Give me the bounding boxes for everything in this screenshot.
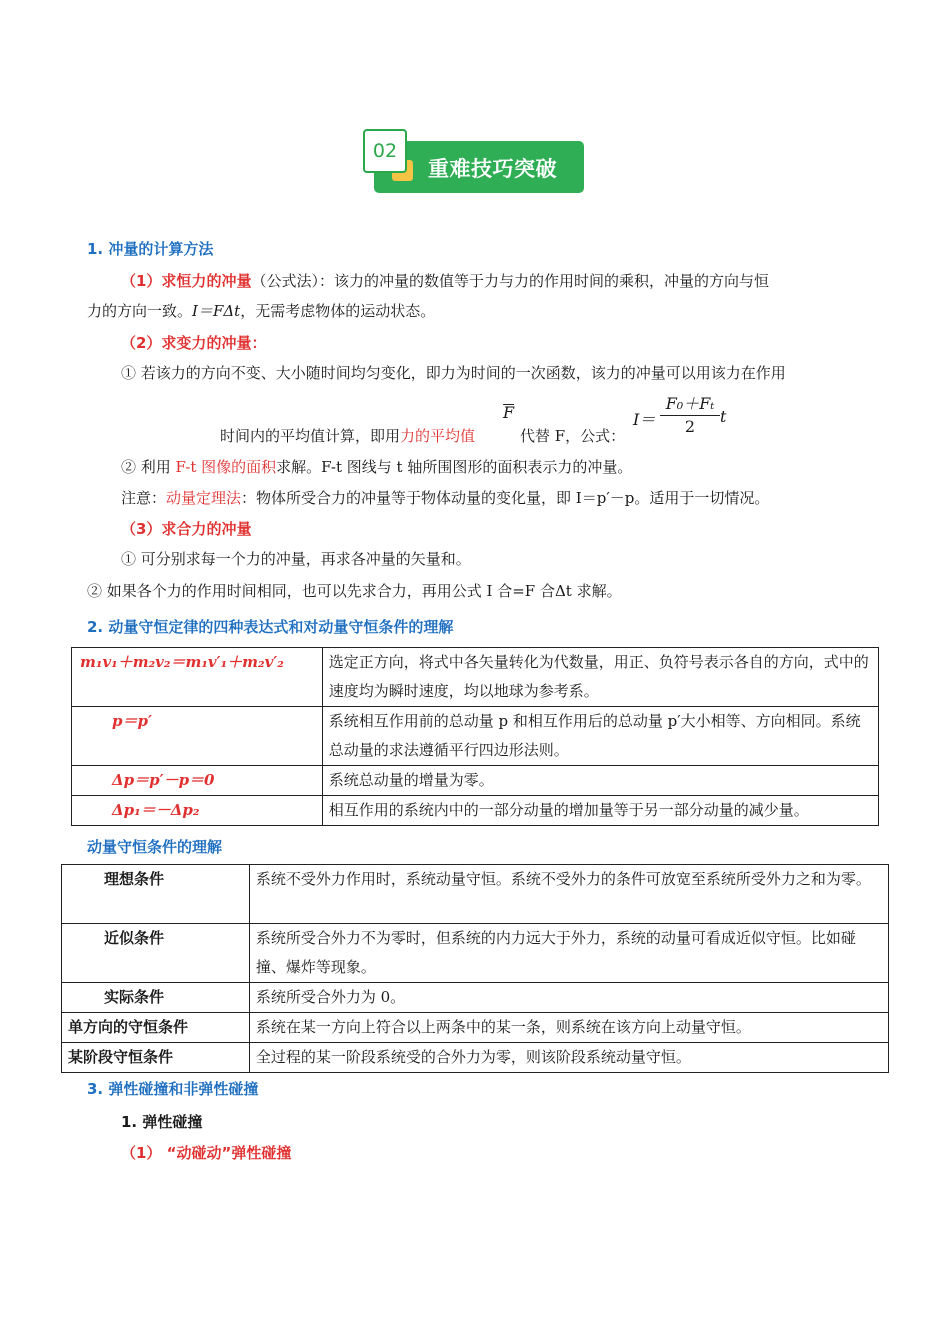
p2-line1: ① 若该力的方向不变、大小随时间均匀变化，即力为时间的一次函数，该力的冲量可以用该力在作用	[121, 364, 786, 382]
p1-line2	[87, 300, 435, 321]
p1-line1	[121, 270, 769, 291]
section-title: 重难技巧突破	[428, 157, 557, 181]
description-cell: 系统总动量的增量为零。	[322, 766, 878, 796]
table-row	[72, 766, 879, 796]
expression-cell: p＝p′	[72, 707, 323, 766]
heading-conservation: 2. 动量守恒定律的四种表达式和对动量守恒条件的理解	[87, 618, 454, 636]
expression-cell: m₁v₁＋m₂v₂＝m₁v′₁＋m₂v′₂	[72, 648, 323, 707]
description-cell: 系统相互作用前的总动量 p 和相互作用后的总动量 p′大小相等、方向相同。系统总动量的求法遵循平行四边形法则。	[322, 707, 878, 766]
p2-label: （2）求变力的冲量：	[121, 334, 267, 352]
condition-cell: 实际条件	[62, 983, 250, 1013]
p2-line3	[121, 456, 632, 477]
table-row	[72, 648, 879, 707]
p2-line3b: 求解。F-t 图线与 t 轴所围图形的面积表示力的冲量。	[276, 458, 633, 476]
formula-denominator: 2	[684, 417, 696, 436]
table-row	[72, 707, 879, 766]
formula-fraction	[660, 393, 720, 438]
p3-line1: ① 可分别求每一个力的冲量，再求各冲量的矢量和。	[121, 550, 471, 568]
expressions-table	[71, 647, 879, 826]
condition-cell: 某阶段守恒条件	[62, 1043, 250, 1073]
table-row	[62, 865, 889, 924]
condition-cell: 理想条件	[62, 865, 250, 924]
description-cell: 系统所受合外力不为零时，但系统的内力远大于外力，系统的动量可看成近似守恒。比如碰撞、爆炸等现象。	[249, 924, 888, 983]
subheading-elastic: 1. 弹性碰撞	[121, 1113, 203, 1131]
description-cell: 全过程的某一阶段系统受的合外力为零，则该阶段系统动量守恒。	[249, 1043, 888, 1073]
note-b: ：物体所受合力的冲量等于物体动量的变化量，即 I＝p′－p。适用于一切情况。	[241, 489, 770, 507]
formula-lhs: I＝	[633, 410, 656, 429]
table-row	[62, 1043, 889, 1073]
heading-collisions: 3. 弹性碰撞和非弹性碰撞	[87, 1080, 259, 1098]
table-row	[62, 924, 889, 983]
description-cell: 系统所受合外力为 0。	[249, 983, 888, 1013]
subheading-conditions: 动量守恒条件的理解	[87, 838, 223, 856]
conditions-table	[61, 864, 889, 1073]
section-number: 02	[363, 129, 407, 173]
p2-line2a: 时间内的平均值计算，即用	[220, 427, 401, 445]
description-cell: 相互作用的系统内中的一部分动量的增加量等于另一部分动量的减少量。	[322, 796, 878, 826]
formula-t: t	[720, 407, 727, 426]
p2-line3a: ② 利用	[121, 458, 176, 476]
p2-line2	[220, 425, 475, 446]
subheading-moving-collision: （1） “动碰动”弹性碰撞	[121, 1144, 292, 1162]
condition-cell: 单方向的守恒条件	[62, 1013, 250, 1043]
p3-line2: ② 如果各个力的作用时间相同，也可以先求合力，再用公式 I 合=F 合Δt 求解。	[87, 582, 622, 600]
table-row	[62, 1013, 889, 1043]
note-red: 动量定理法	[166, 489, 242, 507]
note-line	[121, 487, 769, 508]
expression-cell: Δp₁＝－Δp₂	[72, 796, 323, 826]
table-row	[62, 983, 889, 1013]
p1-text2b: ，无需考虑物体的运动状态。	[240, 302, 436, 320]
formula-numerator: F₀＋Fₜ	[660, 393, 720, 416]
p2-line3-red: F-t 图像的面积	[175, 458, 277, 476]
f-bar-symbol: F	[503, 403, 515, 422]
p1-text1: （公式法）：该力的冲量的数值等于力与力的作用时间的乘积，冲量的方向与恒	[251, 272, 769, 290]
expression-cell: Δp＝p′－p＝0	[72, 766, 323, 796]
description-cell: 系统在某一方向上符合以上两条中的某一条，则系统在该方向上动量守恒。	[249, 1013, 888, 1043]
p1-text2a: 力的方向一致。	[87, 302, 193, 320]
p3-label: （3）求合力的冲量	[121, 520, 252, 538]
condition-cell: 近似条件	[62, 924, 250, 983]
p1-formula: I＝FΔt	[192, 302, 241, 320]
p1-label: （1）求恒力的冲量	[121, 272, 252, 290]
description-cell: 选定正方向，将式中各矢量转化为代数量，用正、负符号表示各自的方向，式中的速度均为瞬时速度，均以地球为参考系。	[322, 648, 878, 707]
table-row	[72, 796, 879, 826]
p2-line2b: 代替 F，公式：	[520, 427, 626, 445]
heading-impulse-methods: 1. 冲量的计算方法	[87, 240, 214, 258]
description-cell: 系统不受外力作用时，系统动量守恒。系统不受外力的条件可放宽至系统所受外力之和为零。	[249, 865, 888, 924]
p2-line2-red: 力的平均值	[400, 427, 476, 445]
note-a: 注意：	[121, 489, 167, 507]
